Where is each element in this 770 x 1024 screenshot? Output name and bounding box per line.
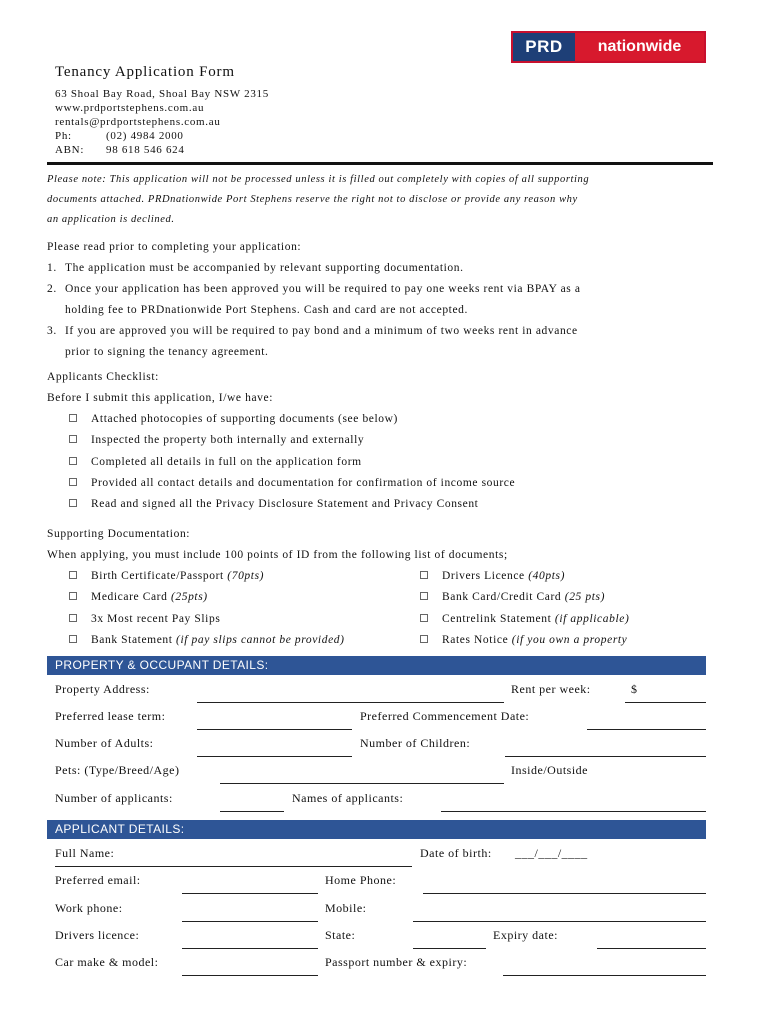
supporting-intro: When applying, you must include 100 points of ID from the following list of documents; [47, 549, 508, 561]
doc-name: Medicare Card [91, 591, 168, 603]
checkbox[interactable] [69, 457, 77, 465]
full-name-field[interactable] [55, 866, 412, 867]
names-applicants-label: Names of applicants: [292, 791, 404, 805]
checklist-item [69, 477, 515, 489]
car-label: Car make & model: [55, 955, 159, 969]
passport-field[interactable] [503, 975, 706, 976]
mobile-label: Mobile: [325, 901, 367, 915]
doc-option [420, 591, 605, 603]
phone-label: Ph: [55, 130, 72, 142]
lease-term-label: Preferred lease term: [55, 709, 166, 723]
full-name-label: Full Name: [55, 846, 115, 860]
instruction-num: 2. [47, 283, 57, 295]
num-applicants-label: Number of applicants: [55, 791, 173, 805]
checkbox[interactable] [69, 435, 77, 443]
doc-option [420, 613, 629, 625]
note-line-3: an application is declined. [47, 214, 175, 225]
work-phone-field[interactable] [182, 921, 318, 922]
checkbox[interactable] [69, 614, 77, 622]
doc-option [69, 634, 345, 646]
commencement-field[interactable] [587, 729, 706, 730]
home-phone-label: Home Phone: [325, 873, 397, 887]
checkbox[interactable] [420, 614, 428, 622]
checklist-item-label: Provided all contact details and documentation for confirmation of income source [91, 477, 516, 489]
checkbox[interactable] [420, 635, 428, 643]
rent-label: Rent per week: [511, 682, 591, 696]
office-phone-row [55, 130, 184, 142]
office-email: rentals@prdportstephens.com.au [55, 116, 221, 128]
doc-points: (70pts) [227, 570, 265, 582]
doc-option [69, 591, 208, 603]
instruction-item-2-cont: holding fee to PRDnationwide Port Stephens. Cash and card are not accepted. [65, 304, 469, 316]
checklist-item-label: Completed all details in full on the application form [91, 456, 362, 468]
children-label: Number of Children: [360, 736, 471, 750]
checklist-item [69, 413, 398, 425]
work-phone-label: Work phone: [55, 901, 123, 915]
property-address-field[interactable] [197, 702, 504, 703]
header-divider [47, 162, 713, 165]
checkbox[interactable] [69, 635, 77, 643]
checklist-item [69, 434, 364, 446]
doc-name: Bank Statement [91, 634, 173, 646]
note-line-2: documents attached. PRDnationwide Port Stephens reserve the right not to disclose or provide any reason why [47, 194, 578, 205]
home-phone-field[interactable] [423, 893, 706, 894]
children-field[interactable] [505, 756, 706, 757]
doc-option [69, 613, 220, 625]
adults-label: Number of Adults: [55, 736, 154, 750]
mobile-field[interactable] [413, 921, 706, 922]
checkbox[interactable] [69, 571, 77, 579]
office-address: 63 Shoal Bay Road, Shoal Bay NSW 2315 [55, 88, 269, 100]
state-label: State: [325, 928, 356, 942]
instruction-item-1 [47, 262, 464, 274]
doc-name: Centrelink Statement [442, 613, 552, 625]
form-title: Tenancy Application Form [55, 64, 235, 80]
checkbox[interactable] [420, 571, 428, 579]
pets-label: Pets: (Type/Breed/Age) [55, 763, 180, 777]
doc-name: 3x Most recent Pay Slips [91, 613, 221, 625]
supporting-heading: Supporting Documentation: [47, 528, 191, 540]
doc-option [420, 634, 627, 646]
instruction-item-3-cont: prior to signing the tenancy agreement. [65, 346, 269, 358]
email-field[interactable] [182, 893, 318, 894]
instruction-text: The application must be accompanied by relevant supporting documentation. [65, 262, 464, 274]
office-website: www.prdportstephens.com.au [55, 102, 205, 114]
doc-option [69, 570, 264, 582]
doc-points: (if applicable) [554, 613, 630, 625]
checklist-item [69, 456, 362, 468]
checkbox[interactable] [69, 592, 77, 600]
logo-nationwide-text: nationwide [575, 33, 704, 61]
doc-name: Drivers Licence [442, 570, 525, 582]
instruction-text: If you are approved you will be required to pay bond and a minimum of two weeks rent in advance [65, 325, 578, 337]
rent-currency: $ [631, 682, 638, 696]
checkbox[interactable] [69, 478, 77, 486]
instruction-item-2 [47, 283, 581, 295]
checkbox[interactable] [69, 499, 77, 507]
dob-label: Date of birth: [420, 846, 492, 860]
property-address-label: Property Address: [55, 682, 150, 696]
dob-field[interactable]: ___/___/____ [515, 846, 588, 860]
commencement-label: Preferred Commencement Date: [360, 709, 530, 723]
adults-field[interactable] [197, 756, 352, 757]
doc-name: Birth Certificate/Passport [91, 570, 224, 582]
expiry-label: Expiry date: [493, 928, 558, 942]
instruction-num: 3. [47, 325, 57, 337]
checklist-item-label: Inspected the property both internally and externally [91, 434, 365, 446]
checklist-item [69, 498, 478, 510]
checkbox[interactable] [69, 414, 77, 422]
logo-prd-text: PRD [513, 33, 575, 61]
prd-nationwide-logo [511, 31, 706, 63]
checklist-item-label: Read and signed all the Privacy Disclosure Statement and Privacy Consent [91, 498, 479, 510]
property-section-header: PROPERTY & OCCUPANT DETAILS: [47, 656, 706, 675]
car-field[interactable] [182, 975, 318, 976]
rent-field[interactable] [625, 702, 706, 703]
doc-points: (25 pts) [564, 591, 606, 603]
state-field[interactable] [413, 948, 486, 949]
passport-label: Passport number & expiry: [325, 955, 468, 969]
doc-points: (if pay slips cannot be provided) [176, 634, 345, 646]
instructions-heading: Please read prior to completing your application: [47, 241, 302, 253]
email-label: Preferred email: [55, 873, 141, 887]
num-applicants-field[interactable] [220, 811, 284, 812]
pets-field[interactable] [220, 783, 504, 784]
lease-term-field[interactable] [197, 729, 352, 730]
checklist-item-label: Attached photocopies of supporting documents (see below) [91, 413, 398, 425]
licence-field[interactable] [182, 948, 318, 949]
doc-points: (25pts) [170, 591, 208, 603]
instruction-num: 1. [47, 262, 57, 274]
instruction-item-3 [47, 325, 578, 337]
abn-value: 98 618 546 624 [106, 144, 185, 156]
names-applicants-field[interactable] [441, 811, 706, 812]
inside-outside-label: Inside/Outside [511, 763, 588, 777]
abn-label: ABN: [55, 144, 85, 156]
doc-name: Bank Card/Credit Card [442, 591, 562, 603]
instruction-text: Once your application has been approved you will be required to pay one weeks rent via BPAY as a [65, 283, 581, 295]
doc-points: (40pts) [528, 570, 566, 582]
applicant-section-header: APPLICANT DETAILS: [47, 820, 706, 839]
licence-label: Drivers licence: [55, 928, 140, 942]
office-abn-row [55, 144, 185, 156]
checklist-intro: Before I submit this application, I/we have: [47, 392, 273, 404]
note-line-1: Please note: This application will not be processed unless it is filled out completely with copies of all supporting [47, 174, 590, 185]
doc-points: (if you own a property [511, 634, 628, 646]
checklist-heading: Applicants Checklist: [47, 371, 159, 383]
phone-value: (02) 4984 2000 [106, 130, 184, 142]
checkbox[interactable] [420, 592, 428, 600]
doc-option [420, 570, 565, 582]
expiry-field[interactable] [597, 948, 706, 949]
doc-name: Rates Notice [442, 634, 509, 646]
